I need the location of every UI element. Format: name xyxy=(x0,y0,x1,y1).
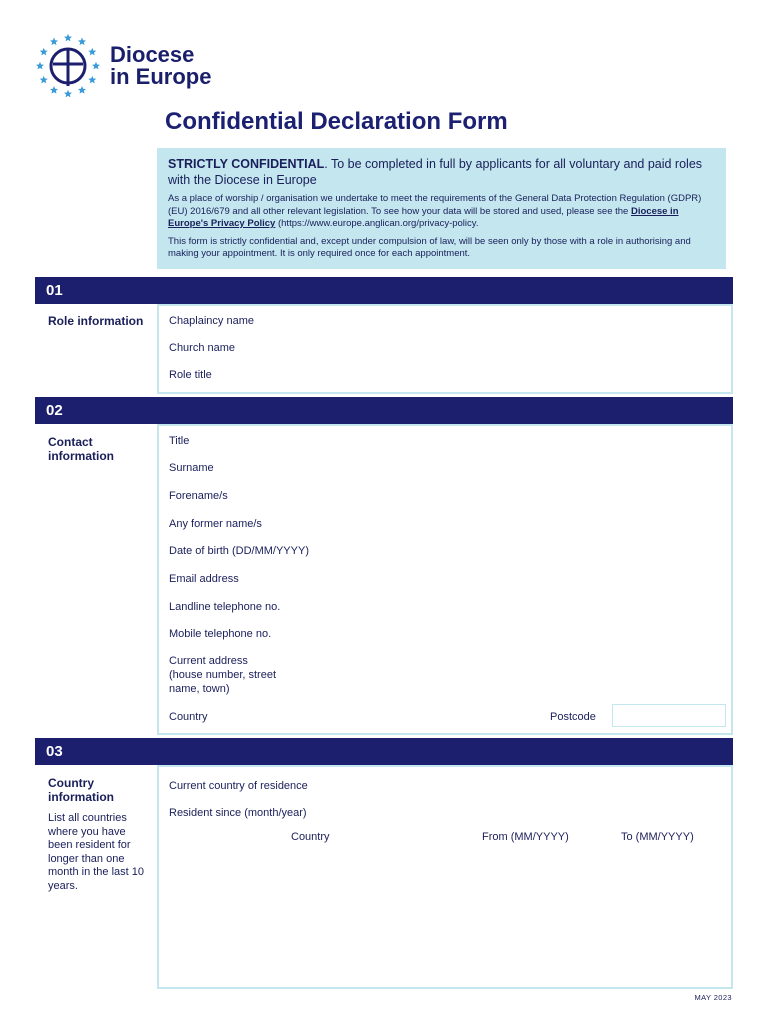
former-names-field[interactable]: Any former name/s xyxy=(169,518,262,530)
section-02-header: 02 xyxy=(35,397,733,424)
star-icon xyxy=(78,38,86,46)
mobile-field[interactable]: Mobile telephone no. xyxy=(169,628,272,640)
gdpr-notice xyxy=(168,193,714,231)
star-icon xyxy=(64,34,72,41)
star-icon xyxy=(40,76,48,84)
strict-rest: . To be completed in full by applicants for all voluntary and paid roles with the Diocese in Europe xyxy=(168,157,703,187)
chaplaincy-name-field[interactable]: Chaplaincy name xyxy=(169,315,254,327)
title-field[interactable]: Title xyxy=(169,435,190,447)
strict-label: STRICTLY CONFIDENTIAL xyxy=(168,157,325,171)
column-to: To (MM/YYYY) xyxy=(621,831,694,843)
section-01-label: Role information xyxy=(48,314,144,328)
section-03-note: List all countries where you have been resident for longer than one month in the last 10 years. xyxy=(48,812,145,892)
star-icon xyxy=(50,38,58,46)
column-from: From (MM/YYYY) xyxy=(482,831,569,843)
star-icon xyxy=(88,76,96,84)
diocese-logo xyxy=(34,34,224,100)
confidentiality-statement: This form is strictly confidential and, except under compulsion of law, will be seen only by those with a role in authorising and making your appointment. It is only required once for each appointment. xyxy=(168,235,691,259)
strict-confidential-notice xyxy=(168,156,714,188)
star-icon xyxy=(50,86,58,94)
date-of-birth-field[interactable]: Date of birth (DD/MM/YYYY) xyxy=(169,545,309,557)
logo-line-2: in Europe xyxy=(110,64,212,89)
forenames-field[interactable]: Forename/s xyxy=(169,490,228,502)
gdpr-text: As a place of worship / organisation we undertake to meet the requirements of the General Data Protection Regulation (GDPR) (EU) 2016/679 and all other relevant legislation. To see how your data will be stored and used, please see the xyxy=(168,193,702,217)
country-field[interactable]: Country xyxy=(169,711,208,723)
church-name-field[interactable]: Church name xyxy=(169,342,236,354)
logo-text xyxy=(110,44,211,88)
star-icon xyxy=(92,62,100,70)
star-icon xyxy=(78,86,86,94)
section-03-label: Country information xyxy=(48,776,114,804)
postcode-input[interactable] xyxy=(612,704,726,727)
role-title-field[interactable]: Role title xyxy=(169,369,212,381)
confidential-info-box xyxy=(157,148,726,269)
page-title: Confidential Declaration Form xyxy=(165,108,508,135)
section-02-label: Contact information xyxy=(48,435,114,463)
star-icon xyxy=(40,48,48,56)
star-icon xyxy=(64,90,72,98)
section-03-header: 03 xyxy=(35,738,733,765)
current-address-field[interactable]: Current address (house number, street name, town) xyxy=(169,655,277,695)
column-country: Country xyxy=(291,831,330,843)
star-ring-cross-icon xyxy=(34,34,102,98)
footer-date: MAY 2023 xyxy=(694,993,732,1002)
postcode-label: Postcode xyxy=(550,711,596,723)
current-country-field[interactable]: Current country of residence xyxy=(169,780,308,792)
section-03-panel xyxy=(157,765,733,989)
surname-field[interactable]: Surname xyxy=(169,462,214,474)
email-field[interactable]: Email address xyxy=(169,573,239,585)
privacy-url: (https://www.europe.anglican.org/privacy-policy. xyxy=(275,218,479,229)
star-icon xyxy=(36,62,44,70)
privacy-policy-link[interactable]: Diocese in Europe's Privacy Policy xyxy=(168,205,679,229)
logo-line-1: Diocese xyxy=(110,42,195,67)
section-01-header: 01 xyxy=(35,277,733,304)
resident-since-field[interactable]: Resident since (month/year) xyxy=(169,807,307,819)
star-icon xyxy=(88,48,96,56)
landline-field[interactable]: Landline telephone no. xyxy=(169,601,281,613)
